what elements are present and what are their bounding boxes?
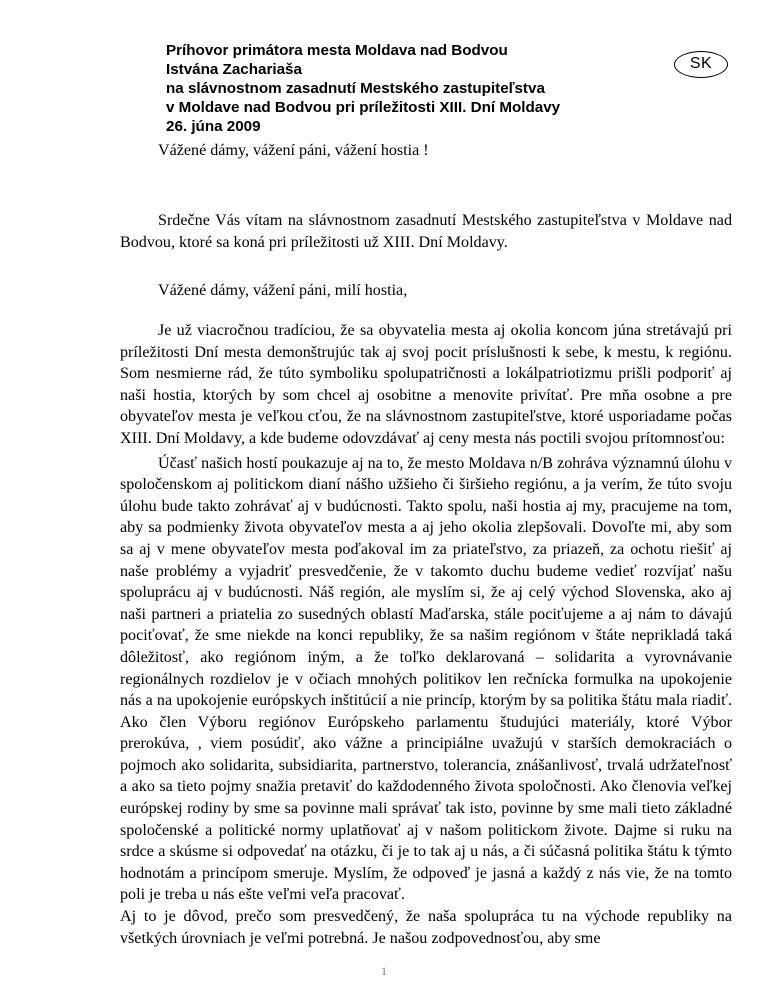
main-text-block — [120, 320, 732, 949]
title-line: 26. júna 2009 — [166, 118, 261, 135]
address-text: Vážené dámy, vážení páni, milí hostia, — [158, 282, 408, 299]
greeting-text: Vážené dámy, vážení páni, vážení hostia ! — [158, 142, 429, 159]
paragraph-1: Je už viacročnou tradíciou, že sa obyvatelia mesta aj okolia koncom júna stretávajú pri príležitosti Dní mesta demonštrujúc tak aj svoj pocit príslušnosti k sebe, k mestu, k regiónu. Som nesmierne rád, že túto symboliku spolupatričnosti a lokálpatriotizmu prišli podporiť aj naši hostia, ktorých by som chcel aj osobitne a menovite privítať. Pre mňa osobne a pre obyvateľov mesta je veľkou cťou, že na slávnostnom zastupiteľstve, ktoré usporiadame počas XIII. Dní Moldavy, a kde budeme odovzdávať aj ceny mesta nás poctili svojou prítomnosťou: — [120, 322, 732, 447]
welcome-paragraph: Srdečne Vás vítam na slávnostnom zasadnutí Mestského zastupiteľstva v Moldave nad Bodvou, ktoré sa koná pri príležitosti už XIII. Dní Moldavy. — [120, 212, 732, 251]
address-block — [120, 280, 732, 302]
welcome-block — [120, 210, 732, 253]
title-line: na slávnostnom zasadnutí Mestského zastupiteľstva — [166, 80, 545, 97]
title-line: Príhovor primátora mesta Moldava nad Bodvou — [166, 42, 508, 59]
paragraph-2: Účasť našich hostí poukazuje aj na to, že mesto Moldava n/B zohráva významnú úlohu v spoločenskom aj politickom dianí nášho užšieho či širšieho regiónu, a ja verím, že túto svoju úlohu bude takto zohrávať aj v budúcnosti. Takto spolu, naši hostia aj my, pracujeme na tom, aby sa podmienky života obyvateľov mesta a aj jeho okolia zlepšovali. Dovoľte mi, aby som sa aj v mene obyvateľov mesta poďakoval im za priateľstvo, za priazeň, za ochotu riešiť aj naše problémy a vyjadriť presvedčenie, že v takomto duchu budeme vedieť rozvíjať našu spoluprácu aj v budúcnosti. Náš región, ale myslím si, že aj celý východ Slovenska, ako aj naši partneri a priatelia zo susedných oblastí Maďarska, stále pociťujeme a aj nám to dávajú pociťovať, že sme niekde na konci republiky, že sa našim regiónom v štáte neprikladá taká dôležitosť, ako regiónom iným, a že toľko deklarovaná – solidarita a vyrovnávanie regionálnych rozdielov je v očiach mnohých politikov len rečnícka formulka na upokojenie nás a na upokojenie európskych inštitúcií a nie princíp, ktorým by sa politika štátu mala riadiť. Ako člen Výboru regiónov Európskeho parlamentu študujúci materiály, ktoré Výbor prerokúva, , viem posúdiť, ako vážne a principiálne uvažujú v starších demokraciách o pojmoch ako solidarita, subsidiarita, partnerstvo, tolerancia, znášanlivosť, trvalá udržateľnosť a ako sa tieto pojmy snažia pretaviť do každodenného života spoločnosti. Ako členovia veľkej európskej rodiny by sme sa povinne mali správať tak isto, povinne by sme mali tieto základné spoločenské a politické normy uplatňovať aj v našom politickom živote. Dajme si ruku na srdce a skúsme si odpovedať na otázku, či je to tak aj u nás, a či súčasná politika štátu k týmto hodnotám a princípom smeruje. Myslím, že odpoveď je jasná a každý z nás vie, že na tomto poli je treba u nás ešte veľmi veľa pracovať. — [120, 454, 732, 904]
greeting-block — [120, 140, 732, 162]
title-line: v Moldave nad Bodvou pri príležitosti XIII. Dní Moldavy — [166, 99, 561, 116]
paragraph-3: Aj to je dôvod, prečo som presvedčený, že naša spolupráca tu na východe republiky na všetkých úrovniach je veľmi potrebná. Je našou zodpovednosťou, aby sme — [120, 908, 732, 947]
title-line: Istvána Zachariaša — [166, 61, 302, 78]
language-badge: SK — [674, 51, 728, 78]
document-title — [166, 41, 686, 136]
page-number: 1 — [381, 964, 387, 978]
